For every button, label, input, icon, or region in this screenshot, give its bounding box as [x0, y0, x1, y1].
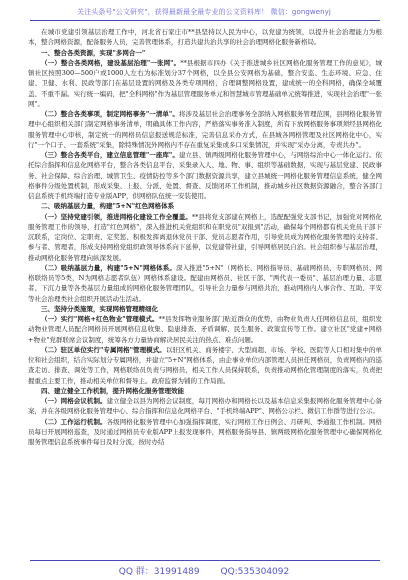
- subsection-body-text: 建立健全以县为网格会议制度，每月网格办和网格长以及基本信息采集报网格化服务管理中心备案，并在各级网格化服务管理中心、综合指挥和信息化网格平台、"手机终端APP"、网格公示栏、微信工作群等进行公示。: [28, 397, 382, 416]
- header-banner: 关注头条号"公文研究"，获得最新最全最专业的公文资料库！ 微信：gongwenyj: [77, 8, 331, 16]
- subsection-heading: （一）整合各类网格，建设基层治理"一张网"。: [41, 58, 181, 67]
- subsection-body-text: **县根据市四办《关于推进城乡社区网格化服务管理工作的意见》，城镇社区按照300—500户或1000人左右为标准划分37个网格，以全县公安网格为基础，整合安监、生态环境、应急、住建、卫健、水利、民政等部门在基层设置的网格及各类专项网格，合理调整网格设置，建成统一的全科网格，确保全域覆盖、不重不漏。实行统一编码，把"全科网格"作为基层管理服务单元和智慧城市管理基础单元统筹推进，实现社会治理"一张网"。: [28, 58, 382, 108]
- subsection-paragraph: [28, 396, 382, 417]
- subsection-heading: （二）工作运行机制。: [41, 417, 107, 426]
- subsection-heading: （一）坚持党建引领，推进网格化建设工作全覆盖。: [41, 212, 192, 221]
- document-body: [28, 27, 382, 557]
- subsection-body-text: 建立县、镇两级网格化服务管理中心，与网络综治中心一体化运行。依托综合指挥和信息化网格平台，整合各类信息平台，采集录入人、地、物、事、组织等基础数据，实现与基层党建、民政事务、社会保障、综合治理、城管卫生、疫情防控等多个部门数据资源共享，建立县城统一网格化服务管理信息系统，健全网格事件分级处置机制，形成采集、上报、分派、处置、督查、反馈闭环工作机制，推动城乡社区数据资源融合，整合各部门信息系统手机终端打造专业版APP，供网格队伍统一安装使用。: [28, 151, 382, 200]
- section-heading-text: 三、坚持分类施策，实现网格管理精细化: [41, 304, 158, 313]
- section-heading-text: 二、吸纳基层力量，构建"5+N"红色网格体系: [41, 202, 175, 211]
- subsection-body-text: 各级网格化服务管理中心加强指挥调度，实行网格工作日例会、月研判、季通报工作机制。网格员每日开展网格巡查，及时通过网格员专业版APP上报发现事件，网格服务指导县、镇两级网格化服务管理中心确保网格化服务管理信息系统事件每日及时分流，按时办结: [28, 417, 382, 446]
- section-heading-text: 四、建立健全工作机制，提升网格化服务管理效能: [41, 386, 184, 395]
- subsection-body-text: **县将党支部建在网格上，选配配强党支部书记，加强党对网格化服务管理工作的领导，打造"红色网格"，深入推进机关党组织和在职党员"双报到"活动，确保每个网格都有机关党员干部下沉联系，定岗位、定职责、定奖惩、积极发挥离退休党员干部、党员志愿者作用，引导党员成为网格化服务管理的支持者、参与者、管理者，形成支持网格党组织政领导体系向下延伸，以党建带社建，引导网格居民自治。社会组织参与基层治理，推动网格化服务管理向纵深发展。: [28, 212, 382, 262]
- subsection-heading: （一）实行"网格+红色物业"管理模式。: [41, 315, 159, 323]
- subsection-paragraph: [28, 417, 382, 448]
- subsection-paragraph: [28, 212, 382, 263]
- section-heading-text: 一、整合各类资源，实现"多网合一": [41, 48, 146, 57]
- subsection-paragraph: [28, 109, 382, 150]
- subsection-body-text: **县发挥物业服务部门贴近群众的优势，由物业负责人任网格信息员，组织发动物业管理人员配合网格员开展网格信息收集、隐患排查、矛盾调解、民生服务、政策宣传等工作。建立社区"党建+网格+物业"党群联席会议制度，统筹各方力量协商解决居民关注的热点、难点问题。: [28, 315, 382, 344]
- subsection-heading: （一）网格会议机制。: [41, 397, 107, 405]
- footer-qq-group: QQ 群：31991489: [118, 567, 200, 577]
- section-heading: [28, 304, 382, 314]
- subsection-body-text: 将涉及基层社会治理事务全部纳入网格服务管理范围，县网格化服务管理中心组织相关部门制定网格事务清单，明确具体工作内容，严格落实事务准入制度，所有下放网格服务事项须经县网格化服务管理中心审核，制定统一的网格员信息报送规范标准，完善信息采办方式，在县城各网格管理及社区网格化中心，实行"一个口子、一套系统"采集，除特殊情况外网格内不存在重复采集或多口采集情况，并实现"采办分离，专责共办"。: [28, 110, 382, 149]
- header-divider: [30, 20, 380, 21]
- footer: [0, 564, 408, 577]
- subsection-paragraph: [28, 314, 382, 345]
- subsection-body-text: 深入推进"5+N"（网格长、网格指导员、基础网格员、专职网格员、网格联络员等5类，N为网格志愿者队伍）网格体系建设。配建由网格员、社区干部、"两代表一委员"、基层治理力量、志愿者、下沉力量等各类基层力量组成的网格化服务管理团队，引导社会力量参与网格共治，推动网格内人事合作、互助、平安等社会治理类社会组织开展活动生活动。: [28, 263, 382, 303]
- subsection-paragraph: [28, 58, 382, 109]
- subsection-heading: （二）驻区单位实行"专属网格"管理模式。: [41, 345, 166, 354]
- section-heading: [28, 386, 382, 396]
- footer-divider: [30, 560, 380, 561]
- section-heading: [28, 201, 382, 211]
- section-heading: [28, 48, 382, 58]
- subsection-heading: （二）吸纳基层力量，构建"5+N"网格体系。: [41, 263, 176, 272]
- footer-qq: QQ:535304092: [220, 567, 290, 577]
- subsection-paragraph: [28, 345, 382, 386]
- body-paragraph: 在城市党建引领基层治理工作中，河北省石家庄市**县坚持以人民为中心，以党建为统领，以提升社会治理能力为根本，整合网格资源，配备服务人员，完善管理体系，打造共建共治共享的社会治理网格化服务新格局。: [28, 28, 382, 47]
- subsection-paragraph: [28, 150, 382, 201]
- subsection-heading: （三）整合各类平台，建立信息管理"一座库"。: [41, 151, 179, 159]
- subsection-body-text: 以驻区机关、商务楼宇、大型商超、市场、学校、医院等人口相对集中的单位和社会组织，结合实际划分专属网格，并建立"5+N"网格体系，由企事业单位内部管理人员担任网格员，负责网格内的巡查走访、排查、调处等工作，网格联络员负责与网格员，相关工作人员保持联系，负责推动网格化管理制度的落实，负责把握重点主要工作，推动相关单位和督导主。政府监督为铺的工作局面。: [28, 345, 382, 385]
- subsection-paragraph: [28, 263, 382, 304]
- subsection-heading: （二）整合各类事项，制定网格事务"一清单"。: [41, 110, 179, 118]
